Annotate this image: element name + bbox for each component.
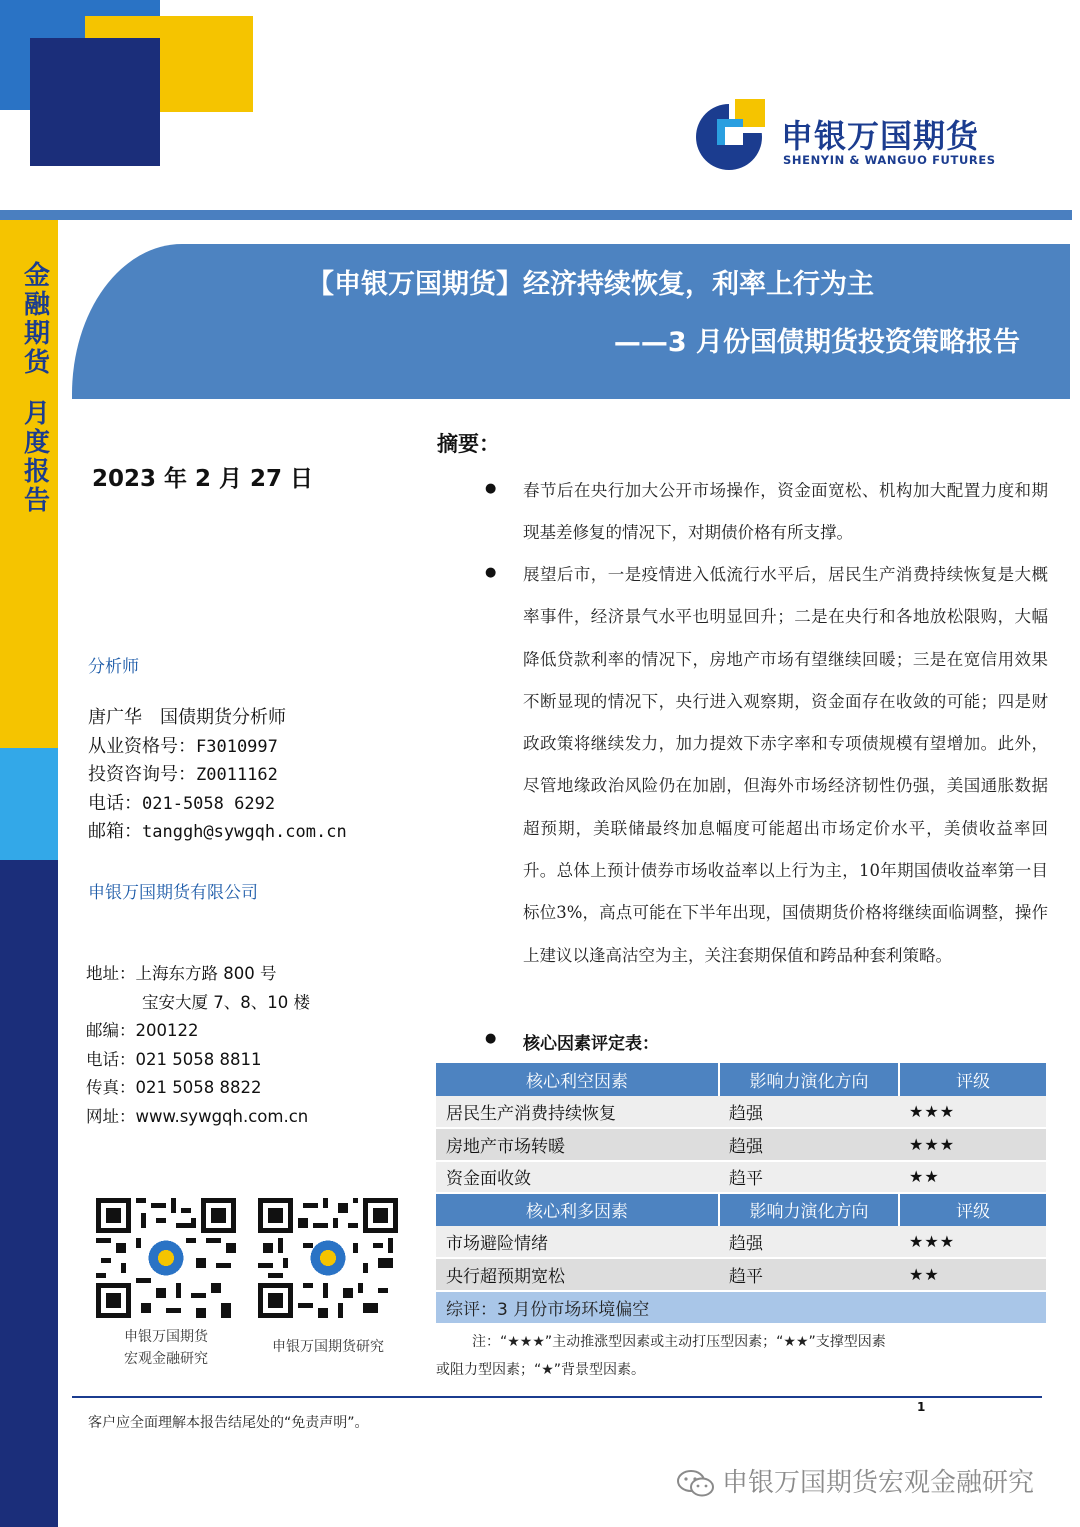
table-cell-direction: 趋平 — [719, 1258, 899, 1291]
side-label-char: 货 — [23, 348, 50, 378]
address-line: 宝安大厦 7、8、10 楼 — [142, 992, 310, 1012]
wechat-watermark — [676, 1462, 1034, 1499]
table-cell-factor: 房地产市场转暖 — [436, 1128, 719, 1161]
watermark-text: 申银万国期货宏观金融研究 — [722, 1468, 1035, 1498]
table-cell-factor: 资金面收敛 — [436, 1161, 719, 1194]
header-divider — [0, 210, 1072, 220]
address-line: 地址：上海东方路 800 号 — [86, 964, 277, 983]
header-decoration-cut — [0, 110, 30, 170]
disclaimer-note: 客户应全面理解本报告结尾处的“免责声明”。 — [88, 1415, 369, 1431]
qr-code-icon — [258, 1198, 398, 1318]
bullet-icon: ● — [485, 1031, 497, 1046]
bullet-icon: ● — [485, 481, 497, 496]
side-label-char: 告 — [23, 486, 50, 516]
fax-line: 传真：021 5058 8822 — [86, 1078, 262, 1097]
qr-code-macro — [96, 1198, 236, 1318]
header-decoration-navy — [30, 38, 160, 166]
report-date: 2023 年 2 月 27 日 — [92, 466, 314, 492]
table-cell-rating: ★★★ — [899, 1128, 1046, 1161]
footer-divider — [72, 1396, 1042, 1398]
qualification-line: 从业资格号：F3010997 — [88, 735, 278, 757]
postcode-line: 邮编：200122 — [86, 1021, 199, 1040]
table-header-cell: 评级 — [899, 1063, 1046, 1096]
table-row — [436, 1258, 1046, 1291]
company-logo — [695, 95, 995, 175]
table-header-bear — [436, 1063, 1046, 1096]
side-bar-lightblue — [0, 748, 58, 860]
tel-line: 电话：021 5058 8811 — [86, 1049, 262, 1069]
side-bar-navy — [0, 860, 58, 1527]
table-cell-rating: ★★★ — [899, 1096, 1046, 1129]
consult-line: 投资咨询号：Z0011162 — [88, 764, 278, 785]
table-summary-cell: 综评：3 月份市场环境偏空 — [436, 1291, 1046, 1324]
report-title: 【申银万国期货】经济持续恢复，利率上行为主 — [307, 269, 874, 300]
analyst-phone: 电话：021-5058 6292 — [88, 792, 276, 814]
table-cell-rating: ★★★ — [899, 1226, 1046, 1259]
report-subtitle: ——3 月份国债期货投资策略报告 — [613, 327, 1020, 358]
logo-chinese-name: 申银万国期货 — [781, 117, 980, 155]
qr-caption-macro: 申银万国期货 宏观金融研究 — [124, 1329, 208, 1367]
table-header-bull — [436, 1193, 1046, 1226]
company-name: 申银万国期货有限公司 — [88, 883, 258, 903]
table-cell-rating: ★★ — [899, 1258, 1046, 1291]
title-banner — [72, 244, 1070, 399]
table-header-cell: 核心利多因素 — [436, 1193, 719, 1226]
core-factor-heading: 核心因素评定表： — [523, 1034, 659, 1054]
company-contact — [86, 960, 310, 1131]
table-row — [436, 1161, 1046, 1194]
summary-heading: 摘要： — [437, 432, 500, 456]
table-cell-direction: 趋强 — [719, 1226, 899, 1259]
table-header-cell: 核心利空因素 — [436, 1063, 719, 1096]
table-note — [436, 1328, 1048, 1384]
qr-caption-research: 申银万国期货研究 — [272, 1339, 384, 1355]
table-note-line: 注：“★★★”主动推涨型因素或主动打压型因素；“★★”支撑型因素 — [472, 1334, 886, 1350]
table-cell-factor: 居民生产消费持续恢复 — [436, 1096, 719, 1129]
table-cell-rating: ★★ — [899, 1161, 1046, 1194]
side-label-char: 月 — [23, 399, 50, 429]
qr-code-research — [258, 1198, 398, 1318]
website-line[interactable]: 网址：www.sywgqh.com.cn — [86, 1106, 309, 1126]
analyst-info — [88, 704, 347, 847]
logo-english-name: SHENYIN & WANGUO FUTURES — [783, 153, 996, 167]
table-header-cell: 影响力演化方向 — [719, 1063, 899, 1096]
table-row — [436, 1096, 1046, 1129]
table-cell-direction: 趋强 — [719, 1128, 899, 1161]
side-label-char: 融 — [23, 290, 50, 320]
side-label-char: 报 — [23, 457, 50, 487]
logo-mark-icon — [695, 97, 769, 171]
table-cell-factor: 市场避险情绪 — [436, 1226, 719, 1259]
table-note-line: 或阻力型因素；“★”背景型因素。 — [436, 1362, 646, 1378]
analyst-name: 唐广华 国债期货分析师 — [88, 707, 286, 728]
table-cell-direction: 趋强 — [719, 1096, 899, 1129]
side-label — [20, 262, 54, 516]
table-row — [436, 1128, 1046, 1161]
side-label-char: 度 — [23, 428, 50, 458]
summary-paragraph-1: 春节后在央行加大公开市场操作，资金面宽松、机构加大配置力度和期现基差修复的情况下，对期债价格有所支撑。 — [523, 481, 1048, 543]
analyst-email[interactable]: 邮箱：tanggh@sywgqh.com.cn — [88, 821, 347, 842]
table-cell-direction: 趋平 — [719, 1161, 899, 1194]
table-cell-factor: 央行超预期宽松 — [436, 1258, 719, 1291]
table-header-cell: 影响力演化方向 — [719, 1193, 899, 1226]
table-summary-row — [436, 1291, 1046, 1324]
bullet-icon: ● — [485, 565, 497, 580]
analyst-heading: 分析师 — [88, 657, 139, 677]
summary-paragraph-2: 展望后市，一是疫情进入低流行水平后，居民生产消费持续恢复是大概率事件，经济景气水平也明显回升；二是在央行和各地放松限购，大幅降低贷款利率的情况下，房地产市场有望继续回暖；三是在宽信用效果不断显现的情况下，央行进入观察期，资金面存在收敛的可能；四是财政政策将继续发力，加力提效下赤字率和专项债规模有望增加。此外，尽管地缘政治风险仍在加剧，但海外市场经济韧性仍强，美国通胀数据超预期，美联储最终加息幅度可能超出市场定价水平，美债收益率回升。总体上预计债券市场收益率以上行为主，10年期国债收益率第一目标位3%，高点可能在下半年出现，国债期货价格将继续面临调整，操作上建议以逢高沽空为主，关注套期保值和跨品种套利策略。 — [523, 565, 1048, 965]
table-row — [436, 1226, 1046, 1259]
page-number: 1 — [917, 1400, 926, 1414]
side-label-char: 期 — [23, 319, 50, 349]
wechat-icon — [676, 1469, 716, 1499]
side-label-char: 金 — [23, 261, 50, 291]
core-factor-table — [436, 1063, 1046, 1323]
table-header-cell: 评级 — [899, 1193, 1046, 1226]
qr-code-icon — [96, 1198, 236, 1318]
